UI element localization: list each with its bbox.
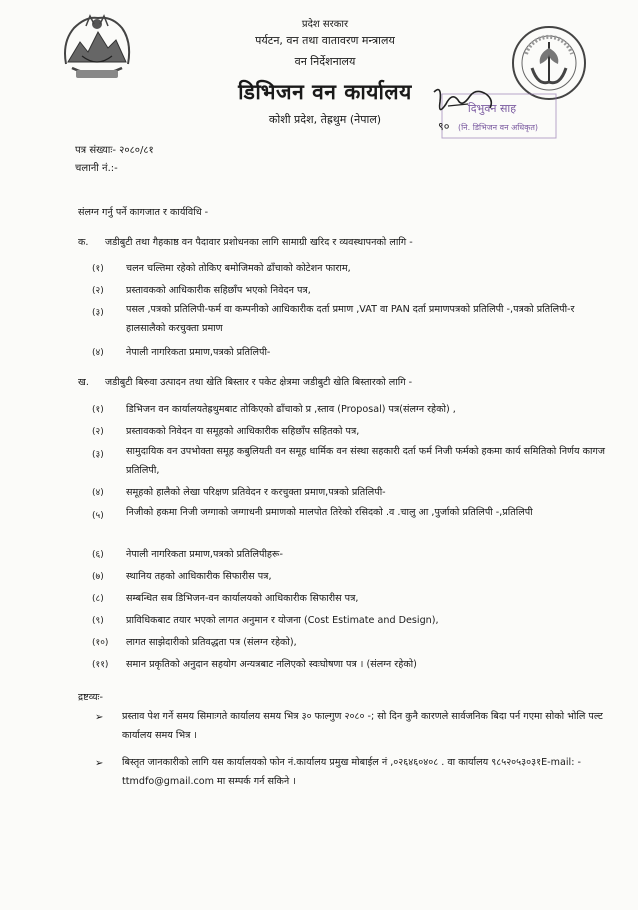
section-b-item-text: प्रस्तावकको निवेदन वा समूहको आधिकारीक सहिछाँप सहितको पत्र, bbox=[126, 426, 360, 437]
section-b-item-text: डिभिजन वन कार्यालयतेह्रथुमबाट तोकिएको ढाँचाको प्र ,स्ताव (Proposal) पत्र(संलग्न रहेको) , bbox=[126, 404, 456, 415]
section-b-item-number: (१) bbox=[92, 405, 104, 415]
section-b-item-text: स्थानिय तहको आधिकारीक सिफारीस पत्र, bbox=[126, 571, 272, 582]
section-b-item-text: सम्बन्धित सब डिभिजन-वन कार्यालयको आधिकारीक सिफारीस पत्र, bbox=[126, 593, 359, 604]
office-address: कोशी प्रदेश, तेह्रथुम (नेपाल) bbox=[268, 113, 382, 126]
section-b-item-number: (९) bbox=[92, 616, 104, 626]
section-b-item-text: प्राविधिकबाट तयार भएको लागत अनुमान र योजना (Cost Estimate and Design), bbox=[126, 615, 439, 626]
note-item-text: बिस्तृत जानकारीको लागि यस कार्यालयको फोन नं.कार्यालय प्रमुख मोबाईल नं ,०२६४६०४०८ . वा कार्यालय ९८५२०५३०३१E-mail: -ttmdfo@gmail.com मा सम्पर्क गर्न सकिने । bbox=[122, 757, 581, 787]
section-b-item-number: (१०) bbox=[92, 638, 109, 648]
section-b-item-text: निजीको हकमा निजी जग्गाको जग्गाधनी प्रमाणको मालपोत तिरेको रसिदको .व .चालु आ ,पुर्जाको प्रतिलिपी -,प्रतिलिपी bbox=[126, 507, 533, 518]
section-a-item-number: (१) bbox=[92, 264, 104, 274]
stamp-name: दिभुवन साह bbox=[467, 102, 517, 115]
section-a-item-number: (२) bbox=[92, 286, 104, 296]
signature-date: ९० bbox=[438, 120, 450, 133]
notes-label: द्रष्टव्यः- bbox=[78, 692, 103, 703]
section-b-item-number: (४) bbox=[92, 488, 104, 498]
stamp-designation: (नि. डिभिजन वन अधिकृत) bbox=[457, 123, 539, 132]
section-b-item-text: समान प्रकृतिको अनुदान सहयोग अन्यत्रबाट नलिएको स्वःघोषणा पत्र । (संलग्न रहेको) bbox=[126, 659, 417, 670]
note-item-text: प्रस्ताव पेश गर्ने समय सिमाःगते कार्यालय समय भित्र ३० फाल्गुण २०८० -; सो दिन कुनै कारणले सार्वजनिक बिदा पर्न गएमा सोको भोलि पल्ट कार्यालय समय भित्र । bbox=[122, 711, 603, 741]
section-b-item-text: नेपाली नागरिकता प्रमाण,पत्रको प्रतिलिपीहरू- bbox=[126, 549, 283, 560]
section-a-item-text: चलन चल्तिमा रहेको तोकिए बमोजिमको ढाँचाको कोटेशन फाराम, bbox=[126, 263, 351, 274]
section-b-heading: जडीबुटी बिरुवा उत्पादन तथा खेति बिस्तार र पकेट क्षेत्रमा जडीबुटी खेति बिस्तारको लागि - bbox=[105, 377, 413, 388]
section-b-item-number: (३) bbox=[92, 450, 104, 460]
section-b-item-number: (५) bbox=[92, 511, 104, 521]
intro-heading: संलग्न गर्नु पर्ने कागजात र कार्यविधि - bbox=[78, 207, 209, 218]
header-line-directorate: वन निर्देशनालय bbox=[294, 55, 356, 68]
letter-number: पत्र संख्याः- २०८०/८१ bbox=[75, 145, 154, 156]
nepal-emblem-icon bbox=[58, 12, 136, 88]
section-a-item-number: (३) bbox=[92, 308, 104, 318]
dispatch-number: चलानी नं.:- bbox=[75, 163, 118, 174]
section-b-item-number: (११) bbox=[92, 660, 109, 670]
section-a-heading: जडीबुटी तथा गैहकाष्ठ वन पैदावार प्रशोधनका लागि सामाग्री खरिद र व्यवस्थापनको लागि - bbox=[105, 237, 413, 248]
section-b-item-number: (६) bbox=[92, 550, 104, 560]
arrow-bullet-icon: ➢ bbox=[95, 712, 104, 723]
section-a-label: क. bbox=[78, 237, 89, 248]
office-title: डिभिजन वन कार्यालय bbox=[238, 80, 412, 104]
section-b-item-text: सामुदायिक वन उपभोक्ता समूह कबुलियती वन समूह धार्मिक वन संस्था सहकारी दर्ता फर्म निजी फर्मको हकमा कार्य समितिको निर्णय कागज प्रतिलिपी, bbox=[126, 446, 605, 476]
section-b-item-text: लागत साझेदारीको प्रतिवद्धता पत्र (संलग्न रहेको), bbox=[126, 637, 297, 648]
header-line-province: प्रदेश सरकार bbox=[301, 19, 349, 30]
section-a-item-text: पसल ,पत्रको प्रतिलिपी-फर्म वा कम्पनीको आधिकारीक दर्ता प्रमाण ,VAT वा PAN दर्ता प्रमाणपत्रको प्रतिलिपी -,पत्रको प्रतिलिपी-र हालसालैको करचुक्ता प्रमाण bbox=[126, 304, 575, 334]
arrow-bullet-icon: ➢ bbox=[95, 758, 104, 769]
section-b-item-number: (२) bbox=[92, 427, 104, 437]
header-line-ministry: पर्यटन, वन तथा वातावरण मन्त्रालय bbox=[255, 34, 395, 47]
section-a-item-text: प्रस्तावकको आधिकारीक सहिछाँप भएको निवेदन पत्र, bbox=[126, 285, 311, 296]
section-b-item-text: समूहको हालैको लेखा परिक्षण प्रतिवेदन र करचुक्ता प्रमाण,पत्रको प्रतिलिपी- bbox=[126, 487, 386, 498]
section-b-label: ख. bbox=[78, 377, 89, 388]
section-a-item-number: (४) bbox=[92, 348, 104, 358]
section-b-item-number: (७) bbox=[92, 572, 104, 582]
section-b-item-number: (८) bbox=[92, 594, 104, 604]
section-a-item-text: नेपाली नागरिकता प्रमाण,पत्रको प्रतिलिपी- bbox=[126, 347, 271, 358]
